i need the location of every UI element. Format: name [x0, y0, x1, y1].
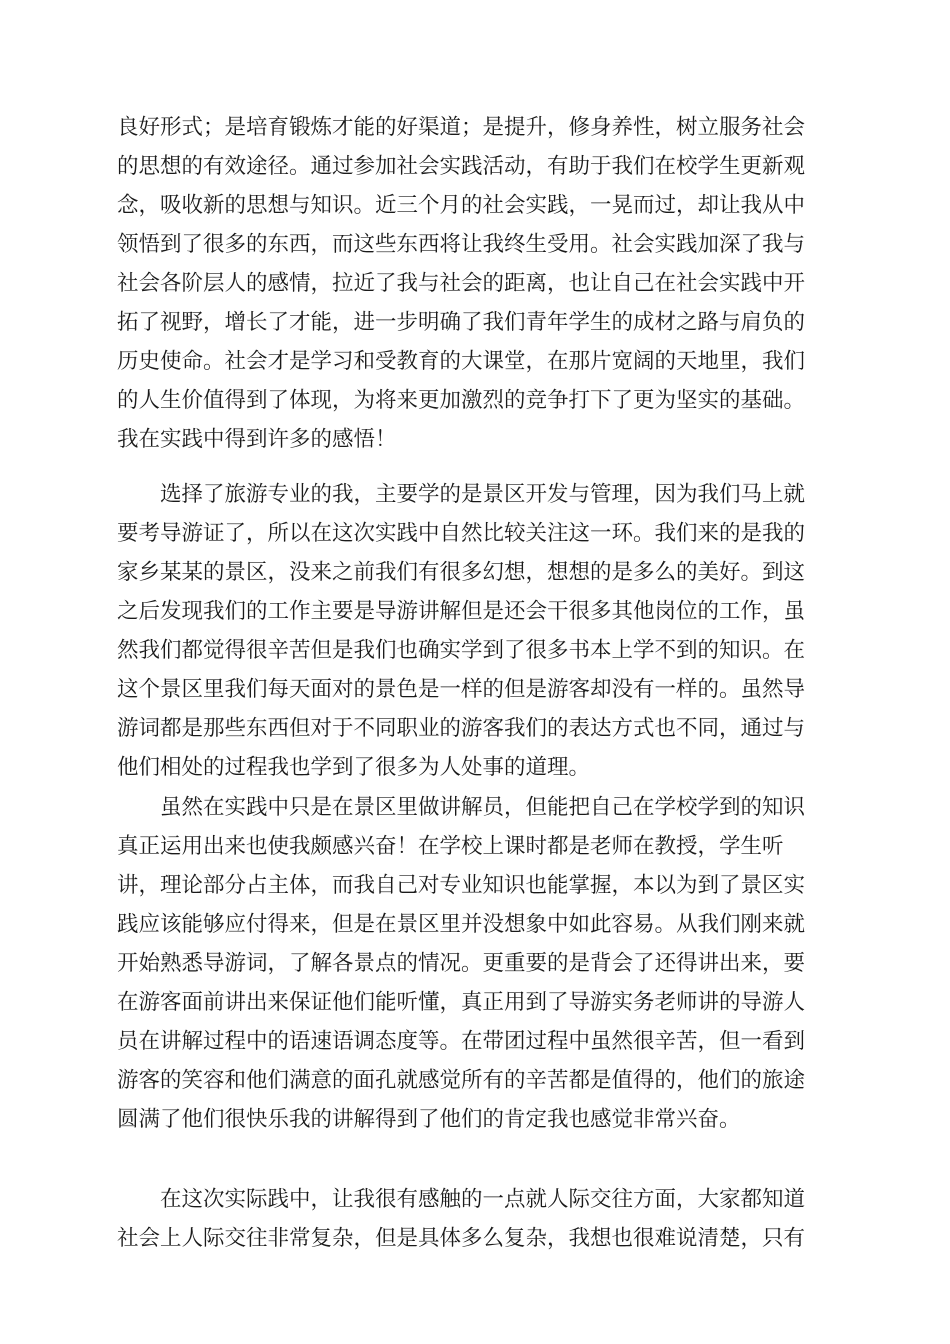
paragraph-4: [117, 1180, 837, 1258]
paragraph-3-line-7: 员在讲解过程中的语速语调态度等。在带团过程中虽然很辛苦，但一看到: [117, 1029, 806, 1054]
paragraph-1-line-9: 我在实践中得到许多的感悟！: [117, 427, 397, 452]
paragraph-1-line-7: 历史使命。社会才是学习和受教育的大课堂，在那片宽阔的天地里，我们: [117, 349, 806, 374]
paragraph-3-line-4: 践应该能够应付得来，但是在景区里并没想象中如此容易。从我们刚来就: [117, 912, 806, 937]
paragraph-2: [117, 475, 837, 787]
paragraph-3-line-1: 虽然在实践中只是在景区里做讲解员，但能把自己在学校学到的知识: [160, 795, 806, 820]
paragraph-1: [117, 108, 837, 459]
paragraph-4-line-1: 在这次实际践中，让我很有感触的一点就人际交往方面，大家都知道: [160, 1187, 806, 1212]
paragraph-1-line-8: 的人生价值得到了体现，为将来更加激烈的竞争打下了更为坚实的基础。: [117, 388, 806, 413]
paragraph-3-line-6: 在游客面前讲出来保证他们能听懂，真正用到了导游实务老师讲的导游人: [117, 990, 806, 1015]
paragraph-2-line-1: 选择了旅游专业的我，主要学的是景区开发与管理，因为我们马上就: [160, 482, 806, 507]
paragraph-3: [117, 788, 837, 1139]
paragraph-3-line-9: 圆满了他们很快乐我的讲解得到了他们的肯定我也感觉非常兴奋。: [117, 1107, 741, 1132]
paragraph-2-line-3: 家乡某某的景区，没来之前我们有很多幻想，想想的是多么的美好。到这: [117, 560, 806, 585]
paragraph-3-line-3: 讲，理论部分占主体，而我自己对专业知识也能掌握，本以为到了景区实: [117, 873, 806, 898]
paragraph-1-line-4: 领悟到了很多的东西，而这些东西将让我终生受用。社会实践加深了我与: [117, 232, 806, 257]
paragraph-3-line-8: 游客的笑容和他们满意的面孔就感觉所有的辛苦都是值得的，他们的旅途: [117, 1068, 806, 1093]
paragraph-1-line-1: 良好形式；是培育锻炼才能的好渠道；是提升，修身养性，树立服务社会: [117, 115, 806, 140]
paragraph-1-line-5: 社会各阶层人的感情，拉近了我与社会的距离，也让自己在社会实践中开: [117, 271, 806, 296]
paragraph-2-line-2: 要考导游证了，所以在这次实践中自然比较关注这一环。我们来的是我的: [117, 521, 806, 546]
paragraph-3-line-5: 开始熟悉导游词，了解各景点的情况。更重要的是背会了还得讲出来，要: [117, 951, 806, 976]
paragraph-1-line-3: 念，吸收新的思想与知识。近三个月的社会实践，一晃而过，却让我从中: [117, 193, 806, 218]
paragraph-2-line-7: 游词都是那些东西但对于不同职业的游客我们的表达方式也不同，通过与: [117, 716, 806, 741]
paragraph-2-line-4: 之后发现我们的工作主要是导游讲解但是还会干很多其他岗位的工作，虽: [117, 599, 806, 624]
paragraph-3-line-2: 真正运用出来也使我颇感兴奋！在学校上课时都是老师在教授，学生听: [117, 834, 784, 859]
paragraph-2-line-8: 他们相处的过程我也学到了很多为人处事的道理。: [117, 755, 591, 780]
paragraph-1-line-2: 的思想的有效途径。通过参加社会实践活动，有助于我们在校学生更新观: [117, 154, 806, 179]
paragraph-1-line-6: 拓了视野，增长了才能，进一步明确了我们青年学生的成材之路与肩负的: [117, 310, 806, 335]
paragraph-2-line-5: 然我们都觉得很辛苦但是我们也确实学到了很多书本上学不到的知识。在: [117, 638, 806, 663]
paragraph-4-line-2: 社会上人际交往非常复杂，但是具体多么复杂，我想也很难说清楚，只有: [117, 1226, 806, 1251]
paragraph-2-line-6: 这个景区里我们每天面对的景色是一样的但是游客却没有一样的。虽然导: [117, 677, 806, 702]
